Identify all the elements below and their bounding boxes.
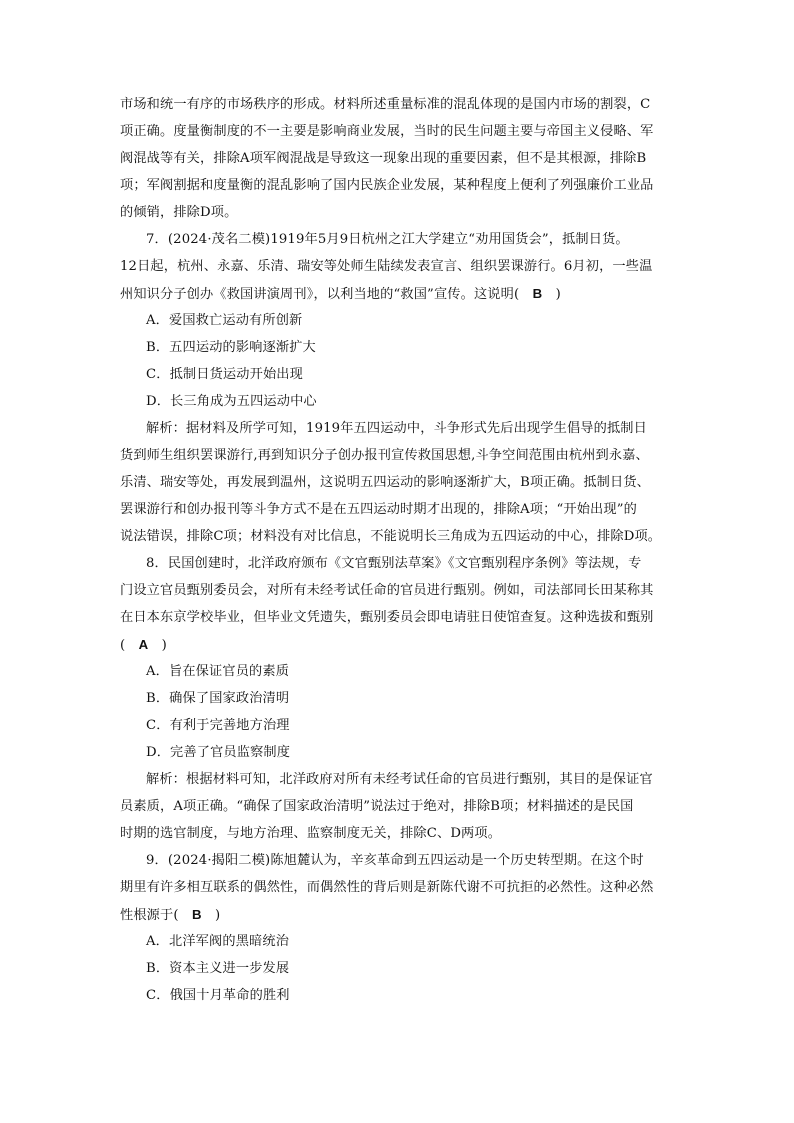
- q8-option-b: B．确保了国家政治清明: [146, 691, 290, 706]
- q8-option-a: A．旨在保证官员的素质: [146, 664, 290, 679]
- q7-option-a: A．爱国救亡运动有所创新: [146, 313, 303, 328]
- q7-analysis-line: 货到师生组织罢课游行,再到知识分子创办报刊宣传救国思想,斗争空间范围由杭州到永嘉、: [120, 448, 649, 463]
- q8-option-c: C．有利于完善地方治理: [146, 718, 290, 733]
- q7-analysis-line: 乐清、瑞安等处，再发展到温州，这说明五四运动的影响逐渐扩大，B项正确。抵制日货、: [120, 475, 650, 490]
- q9-stem-line: 9．(2024·揭阳二模)陈旭麓认为，辛亥革命到五四运动是一个历史转型期。在这个时: [146, 853, 644, 868]
- q7-stem-text: 州知识分子创办《救国讲演周刊》，以利当地的“救国”宣传。这说明(: [120, 287, 533, 302]
- q9-stem-line: [120, 906, 680, 925]
- q8-analysis-line: 时期的选官制度，与地方治理、监察制度无关，排除C、D两项。: [120, 826, 502, 841]
- q7-stem-line: [120, 285, 680, 304]
- q9-option-b: B．资本主义进一步发展: [146, 961, 290, 976]
- q8-stem-line: 在日本东京学校毕业，但毕业文凭遗失，甄别委员会即电请驻日使馆查复。这种选拔和甄别: [120, 610, 654, 625]
- q7-answer: B: [532, 286, 543, 301]
- q9-stem-line: 期里有许多相互联系的偶然性，而偶然性的背后则是新陈代谢不可抗拒的必然性。这种必然: [120, 880, 654, 895]
- q9-option-c: C．俄国十月革命的胜利: [146, 988, 290, 1003]
- q7-option-b: B．五四运动的影响逐渐扩大: [146, 340, 316, 355]
- q7-stem-line: 7．(2024·茂名二模)1919年5月9日杭州之江大学建立“劝用国货会”，抵制日货。: [146, 232, 629, 247]
- q9-answer: B: [191, 907, 202, 922]
- intro-line: 项正确。度量衡制度的不一主要是影响商业发展，当时的民生问题主要与帝国主义侵略、军: [120, 124, 654, 139]
- q7-option-c: C．抵制日货运动开始出现: [146, 367, 303, 382]
- intro-line: 的倾销，排除D项。: [120, 205, 238, 220]
- q8-answer: A: [138, 637, 149, 652]
- q9-stem-text: 性根源于(: [120, 908, 192, 923]
- intro-line: 阀混战等有关，排除A项军阀混战是导致这一现象出现的重要因素，但不是其根源，排除B: [120, 151, 647, 166]
- q8-stem-line: 门设立官员甄别委员会，对所有未经考试任命的官员进行甄别。例如，司法部同长田某称其: [120, 583, 654, 598]
- q7-analysis-line: 罢课游行和创办报刊等斗争方式不是在五四运动时期才出现的，排除A项；“开始出现”的: [120, 502, 637, 517]
- q8-stem-line: [120, 636, 680, 655]
- q7-stem-close: ): [542, 287, 561, 302]
- q9-stem-close: ): [201, 908, 221, 923]
- q9-option-a: A．北洋军阀的黑暗统治: [146, 934, 290, 949]
- q8-stem-line: 8．民国创建时，北洋政府颁布《文官甄别法草案》《文官甄别程序条例》等法规，专: [146, 556, 642, 571]
- q7-stem-line: 12日起，杭州、永嘉、乐清、瑞安等处师生陆续发表宣言、组织罢课游行。6月初，一些温: [120, 259, 653, 274]
- q7-analysis-line: 解析：据材料及所学可知，1919年五四运动中，斗争形式先后出现学生倡导的抵制日: [146, 421, 647, 436]
- q8-stem-open: (: [120, 638, 139, 653]
- q7-option-d: D．长三角成为五四运动中心: [146, 394, 317, 409]
- q8-analysis-line: 员素质，A项正确。“确保了国家政治清明”说法过于绝对，排除B项；材料描述的是民国: [120, 799, 634, 814]
- q8-analysis-line: 解析：根据材料可知，北洋政府对所有未经考试任命的官员进行甄别，其目的是保证官: [146, 772, 653, 787]
- intro-line: 市场和统一有序的市场秩序的形成。材料所述重量标准的混乱体现的是国内市场的割裂，C: [120, 97, 651, 112]
- intro-line: 项；军阀割据和度量衡的混乱影响了国内民族企业发展，某种程度上便利了列强廉价工业品: [120, 178, 654, 193]
- q7-analysis-line: 说法错误，排除C项；材料没有对比信息，不能说明长三角成为五四运动的中心，排除D项。: [120, 529, 662, 544]
- q8-stem-close: ): [148, 638, 167, 653]
- q8-option-d: D．完善了官员监察制度: [146, 745, 291, 760]
